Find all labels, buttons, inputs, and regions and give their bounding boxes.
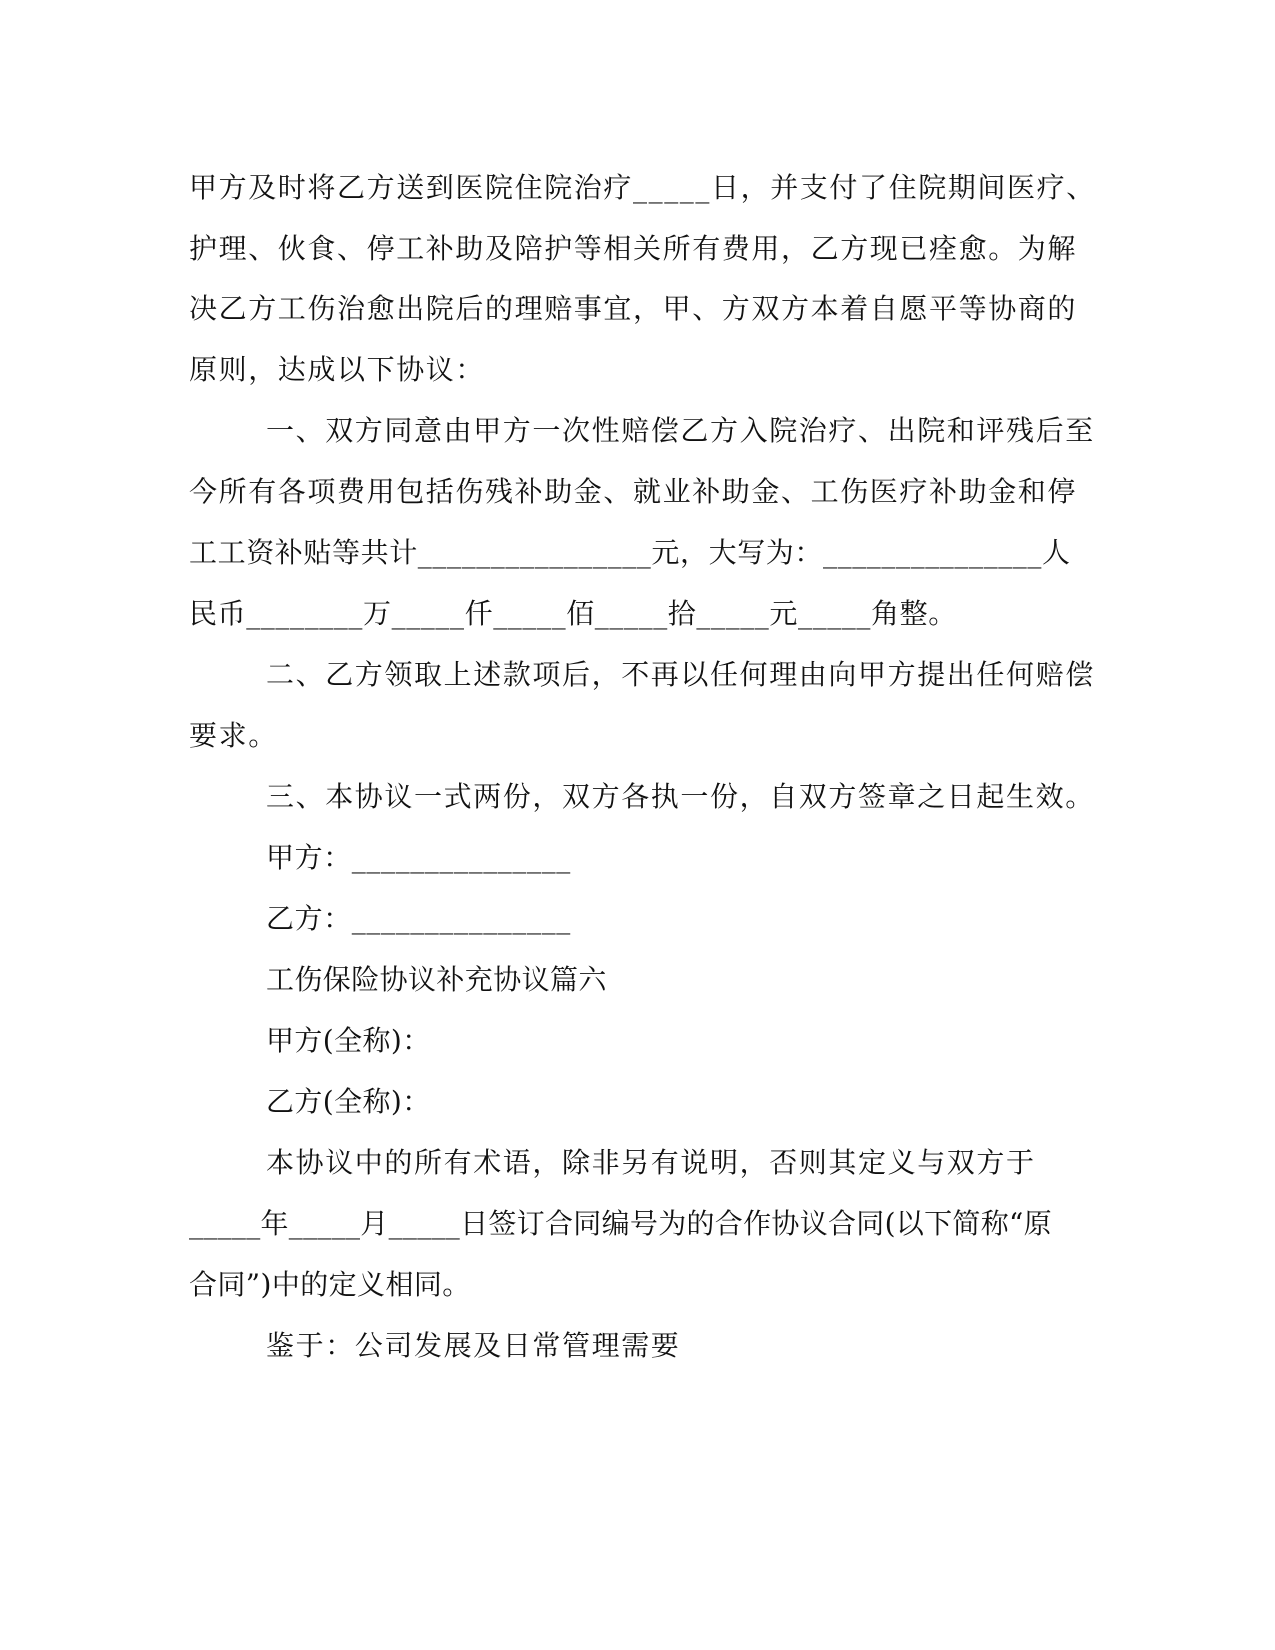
text-line: 本协议中的所有术语，除非另有说明，否则其定义与双方于	[266, 1146, 1036, 1179]
text-line: 决乙方工伤治愈出院后的理赔事宜，甲、方双方本着自愿平等协商的	[189, 292, 1078, 325]
amount-line: 工工资补贴等共计________________元，大写为：_______________人	[189, 536, 1071, 569]
whereas-line: 鉴于：公司发展及日常管理需要	[266, 1329, 681, 1362]
section-heading: 工伤保险协议补充协议篇六	[266, 963, 607, 996]
text-line: 要求。	[189, 719, 278, 752]
text-line: 合同”)中的定义相同。	[189, 1268, 471, 1301]
text-line: 原则，达成以下协议：	[189, 353, 486, 386]
party-b-signature-line: 乙方：_______________	[266, 902, 571, 935]
amount-breakdown-line: 民币________万_____仟_____佰_____拾_____元_____角整。	[189, 597, 957, 630]
party-a-signature-line: 甲方：_______________	[266, 841, 571, 874]
clause-three-line: 三、本协议一式两份，双方各执一份，自双方签章之日起生效。	[266, 780, 1095, 813]
clause-two-line: 二、乙方领取上述款项后，不再以任何理由向甲方提出任何赔偿	[266, 658, 1095, 691]
party-a-fullname-line: 甲方(全称)：	[266, 1024, 431, 1057]
date-line: _____年_____月_____日签订合同编号为的合作协议合同(以下简称“原	[189, 1207, 1052, 1240]
clause-one-line: 一、双方同意由甲方一次性赔偿乙方入院治疗、出院和评残后至	[266, 414, 1095, 447]
party-b-fullname-line: 乙方(全称)：	[266, 1085, 431, 1118]
text-line: 甲方及时将乙方送到医院住院治疗_____日，并支付了住院期间医疗、	[189, 171, 1096, 204]
text-line: 护理、伙食、停工补助及陪护等相关所有费用，乙方现已痊愈。为解	[189, 232, 1078, 265]
text-line: 今所有各项费用包括伤残补助金、就业补助金、工伤医疗补助金和停	[189, 475, 1078, 508]
